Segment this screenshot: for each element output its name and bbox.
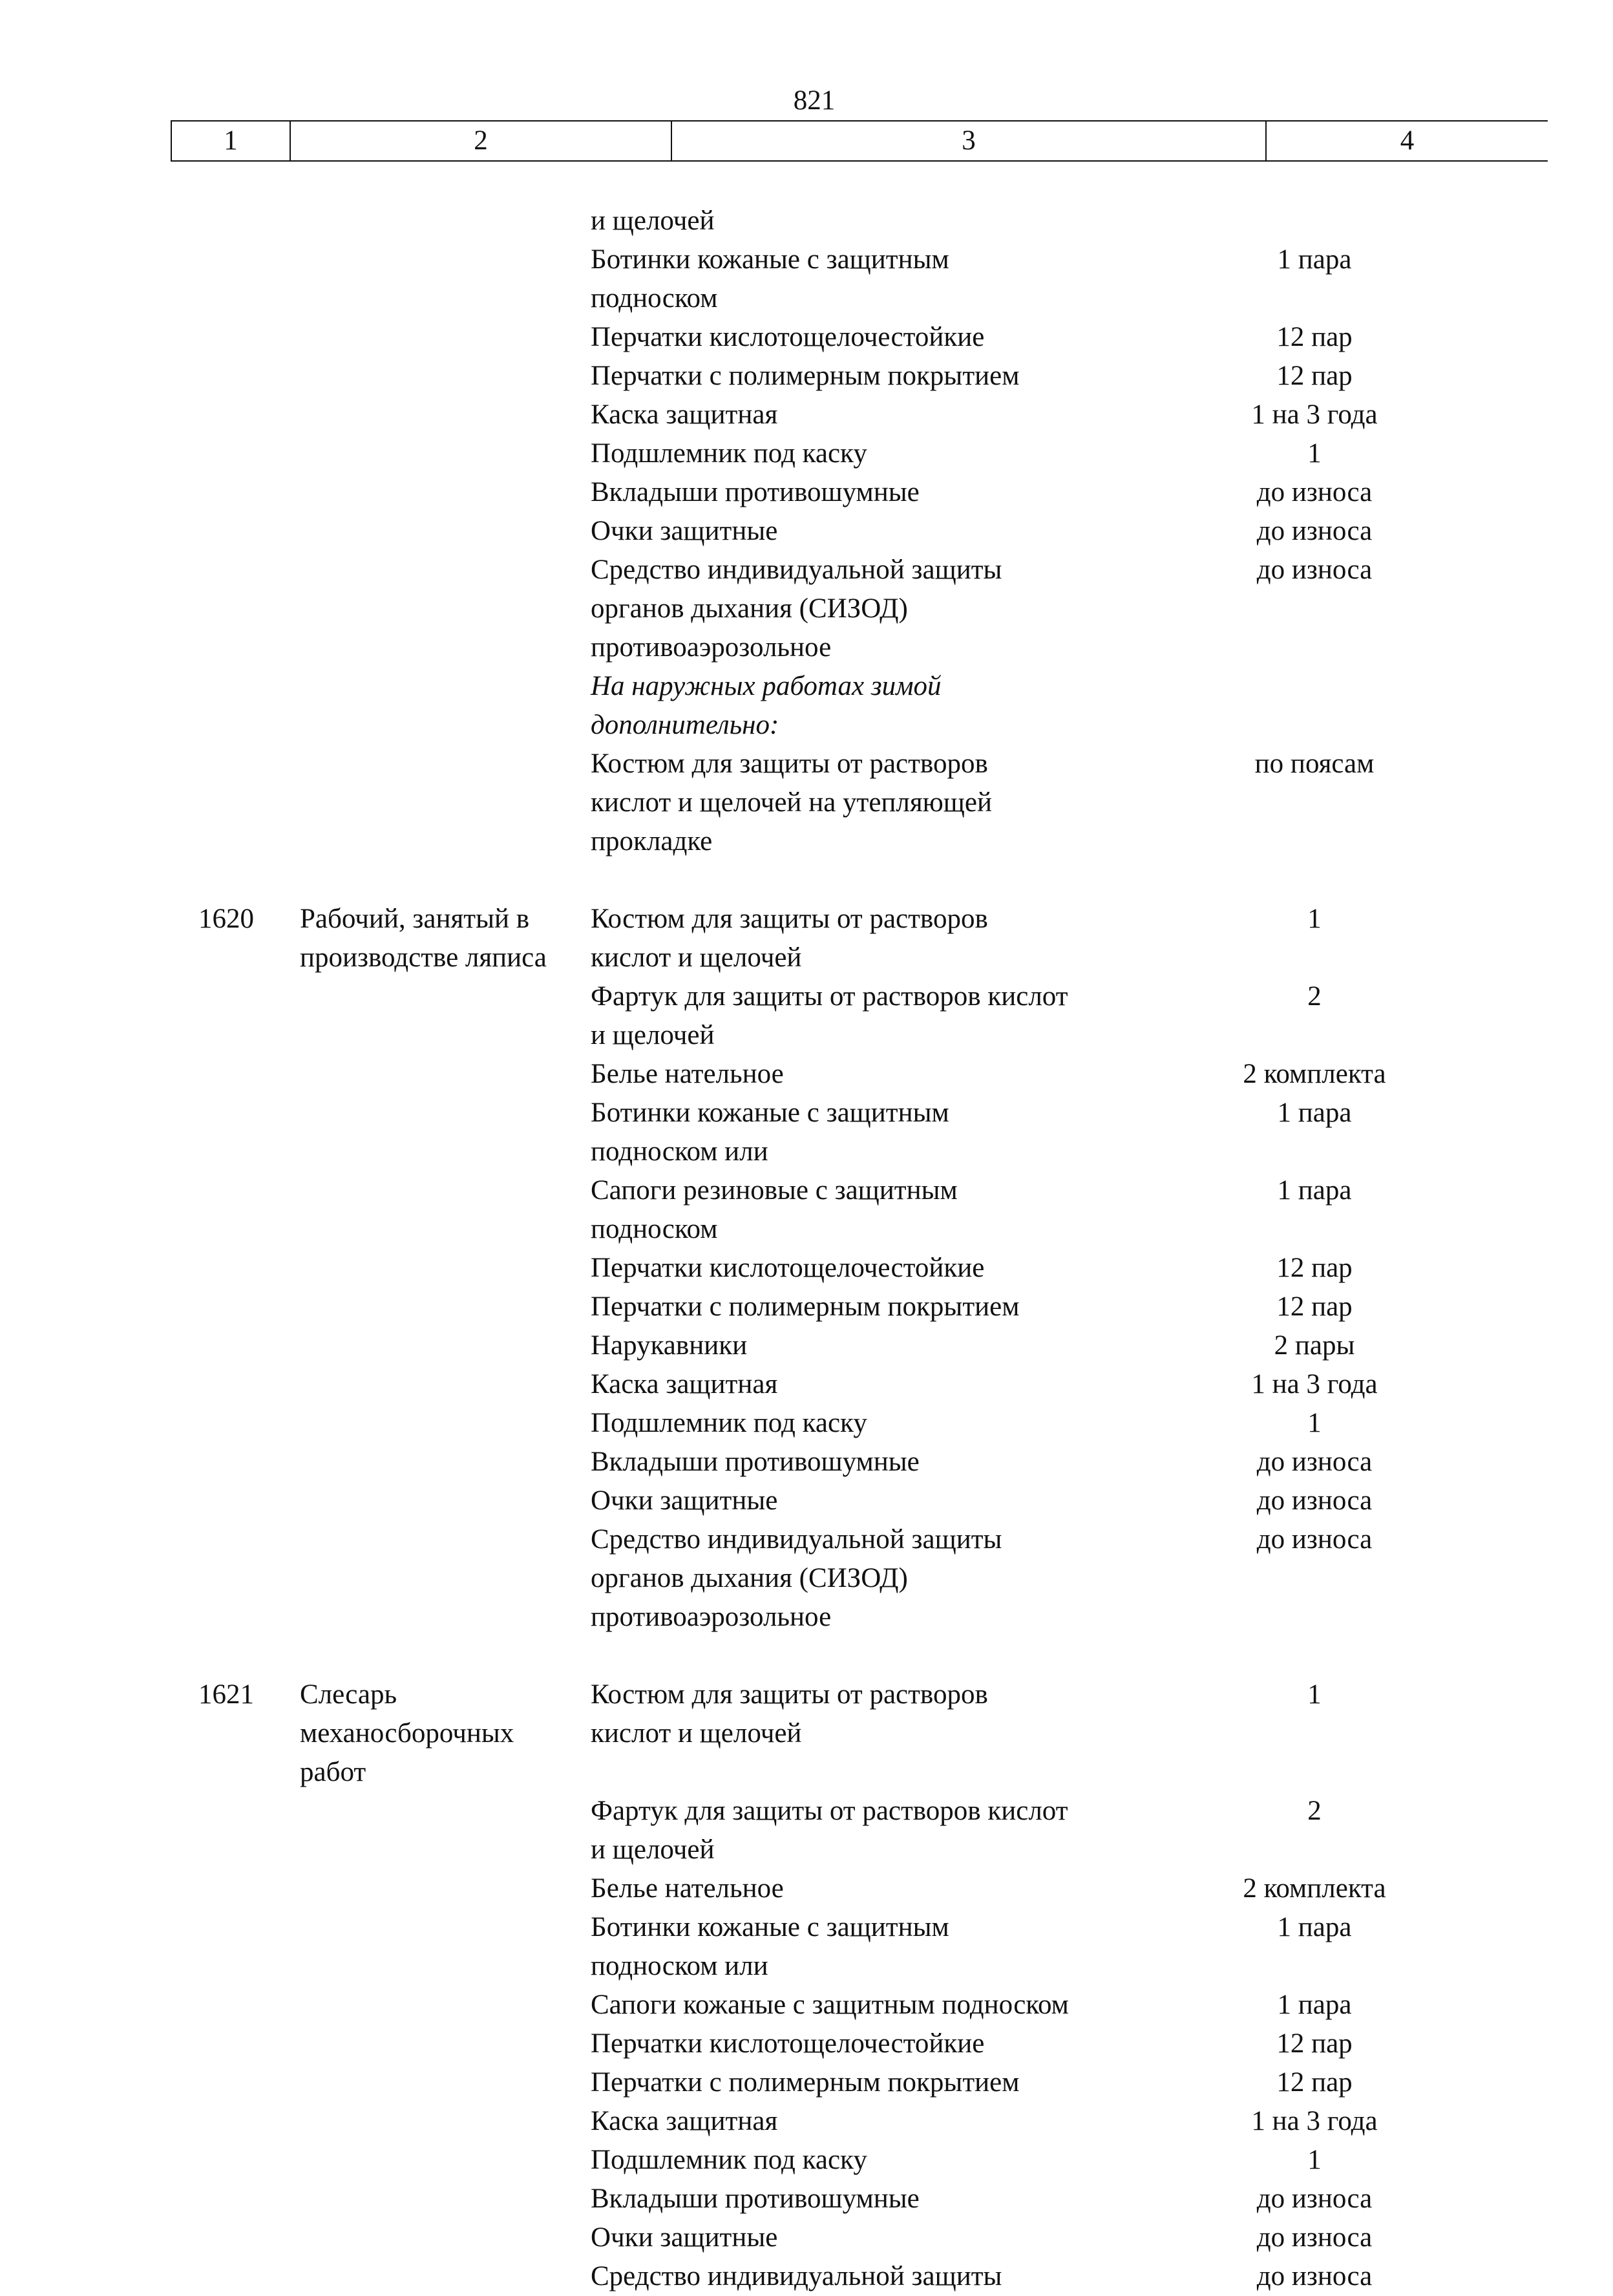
continued-block <box>171 202 1547 861</box>
column-header-2: 2 <box>290 121 671 161</box>
item-name: Нарукавники <box>591 1330 748 1361</box>
item-name: Перчатки с полимерным покрытием <box>591 2067 1020 2098</box>
item-number: 1620 <box>198 904 254 934</box>
list-item <box>171 745 1547 861</box>
item-norm: 2 пары <box>1274 1330 1355 1361</box>
item-name: Ботинки кожаные с защитным подноском или <box>591 1912 949 1981</box>
item-norm: до износа <box>1256 516 1373 546</box>
item-norm: 1 <box>1307 438 1322 469</box>
item-norm: 1 пара <box>1277 1175 1352 1206</box>
item-name: и щелочей <box>591 206 715 236</box>
list-item <box>171 900 1547 977</box>
item-name: Очки защитные <box>591 516 778 546</box>
list-item <box>171 396 1547 434</box>
list-item <box>171 2063 1547 2102</box>
column-header-row <box>171 120 1548 162</box>
item-norm: 12 пар <box>1276 1292 1353 1322</box>
item-name: Каска защитная <box>591 1369 778 1399</box>
list-item <box>171 1443 1547 1482</box>
item-name: Подшлемник под каску <box>591 2145 867 2175</box>
item-name: Средство индивидуальной защиты <box>591 2261 1002 2291</box>
item-norm: до износа <box>1256 555 1373 585</box>
item-name: Очки защитные <box>591 1485 778 1516</box>
profession-name: Слесарь механосборочных работ <box>300 1679 514 1787</box>
list-item <box>171 2025 1547 2063</box>
item-name: Сапоги резиновые с защитным подноском <box>591 1175 958 1244</box>
item-norm: 1 пара <box>1277 1912 1352 1942</box>
list-item <box>171 1986 1547 2025</box>
item-norm: до износа <box>1256 477 1373 507</box>
item-name: Фартук для защиты от растворов кислот и щелочей <box>591 981 1068 1050</box>
list-item <box>171 512 1547 551</box>
item-name: Перчатки кислотощелочестойкие <box>591 322 985 352</box>
item-name: Подшлемник под каску <box>591 1408 867 1438</box>
list-item <box>171 1055 1547 1094</box>
norms-table-body <box>171 202 1547 2296</box>
item-norm: 1 на 3 года <box>1251 2106 1378 2136</box>
column-header-1: 1 <box>171 121 290 161</box>
list-item <box>171 357 1547 396</box>
list-item <box>171 551 1547 667</box>
item-norm: до износа <box>1256 1485 1373 1516</box>
item-name: Ботинки кожаные с защитным подноском или <box>591 1098 949 1167</box>
item-norm: 1 на 3 года <box>1251 399 1378 430</box>
item-norm: 2 комплекта <box>1243 1059 1386 1089</box>
item-norm: 12 пар <box>1276 1253 1353 1283</box>
item-norm: 12 пар <box>1276 2067 1353 2098</box>
item-number: 1621 <box>198 1679 254 1710</box>
item-norm: 1 <box>1307 1408 1322 1438</box>
list-item <box>171 1908 1547 1986</box>
list-item <box>171 1171 1547 1249</box>
item-norm: 1 <box>1307 2145 1322 2175</box>
item-name: Фартук для защиты от растворов кислот и щелочей <box>591 1796 1068 1865</box>
item-name: Костюм для защиты от растворов кислот и щелочей <box>591 904 988 973</box>
list-item <box>171 2180 1547 2218</box>
column-header-4: 4 <box>1266 121 1548 161</box>
list-item <box>171 1482 1547 1520</box>
list-item <box>171 977 1547 1055</box>
list-item <box>171 1869 1547 1908</box>
item-name: Костюм для защиты от растворов кислот и щелочей <box>591 1679 988 1749</box>
item-name: Каска защитная <box>591 2106 778 2136</box>
item-norm: 2 <box>1307 1796 1322 1826</box>
item-norm: 2 <box>1307 981 1322 1012</box>
item-name: Вкладыши противошумные <box>591 477 920 507</box>
list-item <box>171 1520 1547 1637</box>
list-item <box>171 667 1547 745</box>
profession-block-1620 <box>171 900 1547 1637</box>
item-norm: по поясам <box>1254 749 1375 779</box>
item-name: Вкладыши противошумные <box>591 1447 920 1477</box>
item-name: Средство индивидуальной защиты органов дыхания (СИЗОД) противоаэрозольное <box>591 555 1002 663</box>
list-item <box>171 240 1547 318</box>
page-number: 821 <box>793 85 836 116</box>
item-name: Белье нательное <box>591 1059 784 1089</box>
item-norm: до износа <box>1256 2184 1373 2214</box>
item-norm: 2 комплекта <box>1243 1873 1386 1904</box>
item-name: Перчатки кислотощелочестойкие <box>591 2028 985 2059</box>
item-norm: 1 пара <box>1277 1098 1352 1128</box>
item-norm: 12 пар <box>1276 361 1353 391</box>
section-subheading: На наружных работах зимой дополнительно: <box>591 671 942 740</box>
list-item <box>171 434 1547 473</box>
list-item <box>171 1094 1547 1171</box>
item-norm: до износа <box>1256 1524 1373 1555</box>
item-norm: 1 на 3 года <box>1251 1369 1378 1399</box>
list-item <box>171 202 1547 240</box>
item-norm: 1 <box>1307 1679 1322 1710</box>
item-norm: 12 пар <box>1276 2028 1353 2059</box>
item-norm: до износа <box>1256 2261 1373 2291</box>
profession-name: Рабочий, занятый в производстве ляписа <box>300 904 547 973</box>
item-name: Перчатки с полимерным покрытием <box>591 361 1020 391</box>
list-item <box>171 1404 1547 1443</box>
item-name: Костюм для защиты от растворов кислот и щелочей на утепляющей прокладке <box>591 749 993 856</box>
list-item <box>171 1675 1547 1792</box>
item-norm: до износа <box>1256 1447 1373 1477</box>
item-name: Перчатки с полимерным покрытием <box>591 1292 1020 1322</box>
list-item <box>171 318 1547 357</box>
item-name: Белье нательное <box>591 1873 784 1904</box>
item-name: Сапоги кожаные с защитным подноском <box>591 1990 1069 2020</box>
profession-block-1621 <box>171 1675 1547 2296</box>
item-norm: 1 <box>1307 904 1322 934</box>
list-item <box>171 2102 1547 2141</box>
item-name: Ботинки кожаные с защитным подноском <box>591 244 949 314</box>
item-name: Подшлемник под каску <box>591 438 867 469</box>
item-name: Перчатки кислотощелочестойкие <box>591 1253 985 1283</box>
item-name: Средство индивидуальной защиты органов дыхания (СИЗОД) противоаэрозольное <box>591 1524 1002 1632</box>
list-item <box>171 1326 1547 1365</box>
item-name: Каска защитная <box>591 399 778 430</box>
item-norm: 1 пара <box>1277 1990 1352 2020</box>
item-norm: 12 пар <box>1276 322 1353 352</box>
list-item <box>171 1365 1547 1404</box>
list-item <box>171 1288 1547 1326</box>
list-item <box>171 2257 1547 2296</box>
item-name: Вкладыши противошумные <box>591 2184 920 2214</box>
item-name: Очки защитные <box>591 2222 778 2253</box>
item-norm: 1 пара <box>1277 244 1352 275</box>
list-item <box>171 1792 1547 1869</box>
list-item <box>171 1249 1547 1288</box>
list-item <box>171 2141 1547 2180</box>
column-header-3: 3 <box>671 121 1266 161</box>
item-norm: до износа <box>1256 2222 1373 2253</box>
list-item <box>171 473 1547 512</box>
list-item <box>171 2218 1547 2257</box>
